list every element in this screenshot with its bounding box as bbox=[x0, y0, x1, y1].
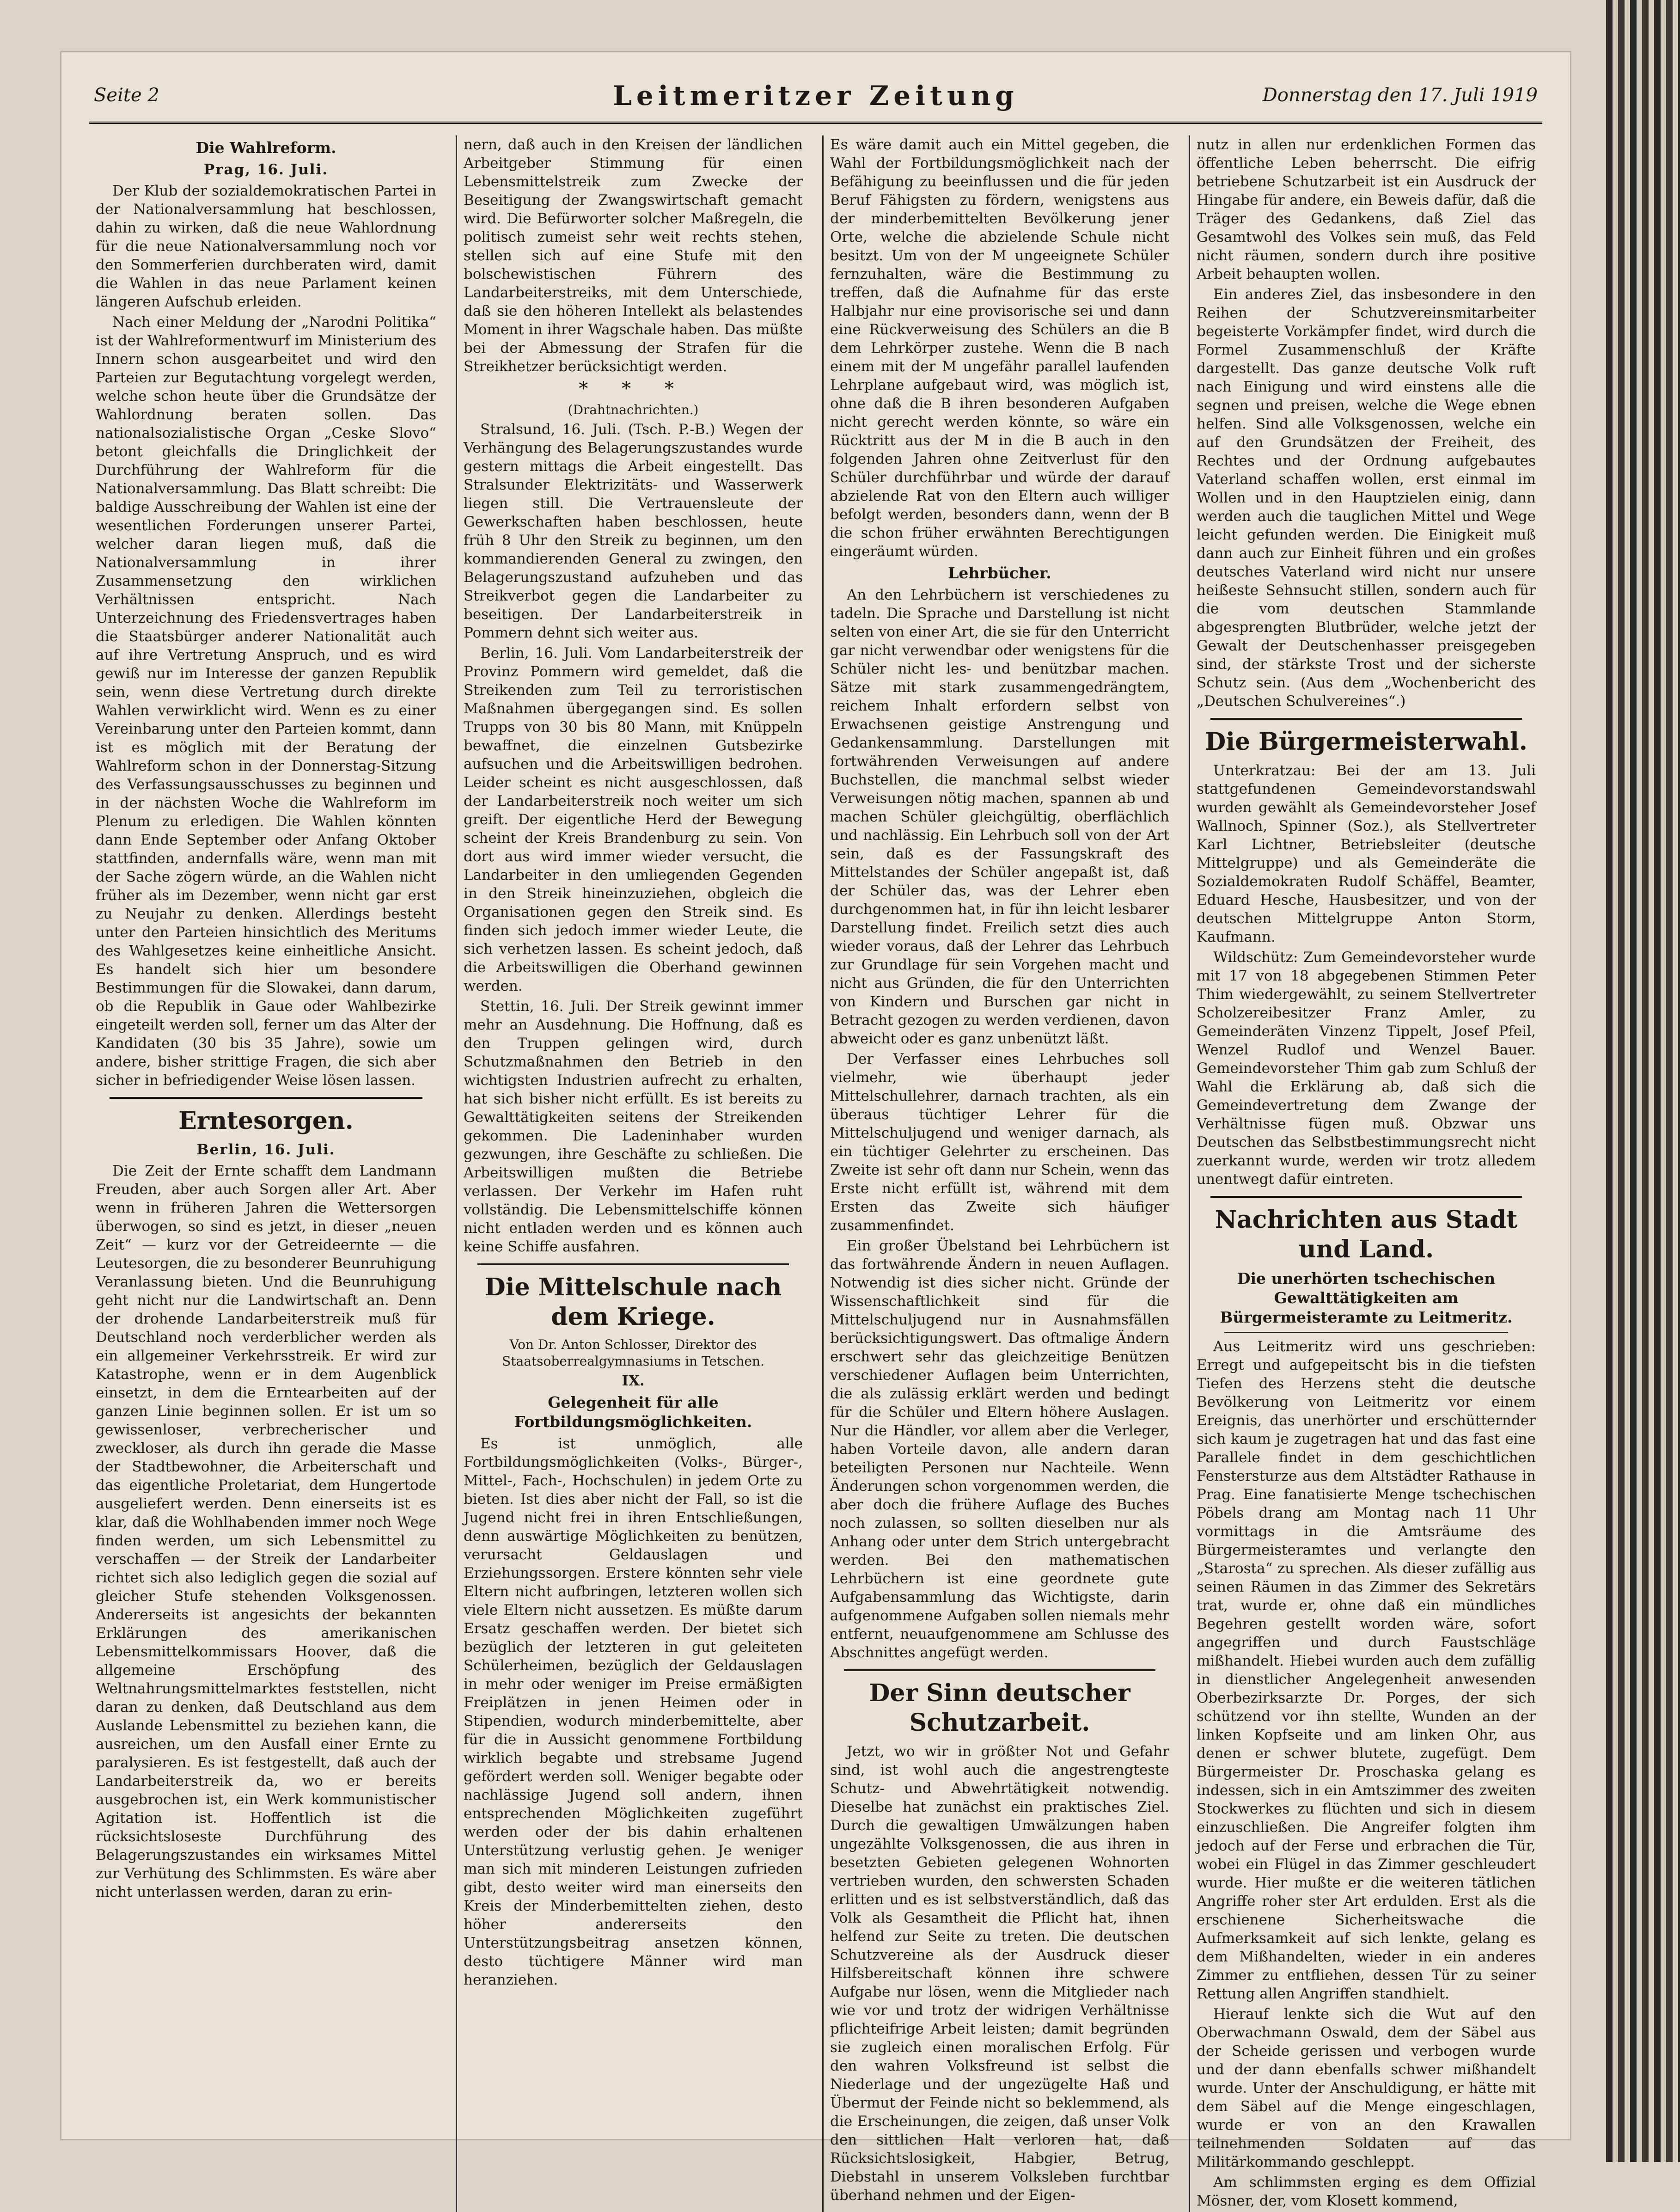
divider bbox=[477, 1263, 789, 1265]
divider bbox=[1210, 1196, 1522, 1198]
column-3 bbox=[822, 135, 1176, 2212]
masthead bbox=[89, 71, 1542, 124]
page-edge-scan bbox=[1606, 0, 1680, 2162]
paragraph: Es ist unmöglich, alle Fortbildungsmöglichkeiten (Volks-, Bürger-, Mittel-, Fach-, Hochschulen) in jedem Orte zu bieten. Ist dies aber nicht der Fall, so ist die Jugend nicht frei in ihren Entschließungen, denn auswärtige Möglichkeiten zu benützen, verursacht Geldauslagen und Erziehungssorgen. Erstere könnten sehr viele Eltern nicht aufbringen, letzteren wollen sich viele Eltern nicht aussetzen. Es müßte darum Ersatz geschaffen werden. Der bietet sich bezüglich der letzteren in gut geleiteten Schülerheimen, bezüglich der Geldauslagen in mehr oder weniger im Preise ermäßigten Freiplätzen in jenen Heimen oder in Stipendien, wodurch minderbemittelte, aber für die in Aussicht genommene Fortbildung wirklich begabte und strebsame Jugend gefördert werden soll. Weniger begabte oder nachlässige Jugend soll andern, ihnen entsprechenden Möglichkeiten zugeführt werden oder der bis dahin erhaltenen Unterstützung verlustig gehen. Je weniger man sich mit minderen Leistungen zufrieden gibt, desto weiter wird man einerseits den Kreis der Minderbemittelten ziehen, desto höher andererseits den Unterstützungsbeitrag ansetzen können, desto tüchtigere Männer wird man heranziehen. bbox=[464, 1435, 803, 1988]
paragraph: Wildschütz: Zum Gemeindevorsteher wurde mit 17 von 18 abgegebenen Stimmen Peter Thim wiedergewählt, zu seinem Stellvertreter Scholzereibesitzer Franz Amler, zu Gemeinderäten Vinzenz Tippelt, Josef Pfeil, Wenzel Rudlof und Wenzel Bauer. Gemeindevorsteher Thim gab zum Schluß der Wahl die Erklärung ab, daß sich die Gemeindevertretung dem Zwange der Verhältnisse fügen muß. Obzwar uns Deutschen das Selbstbestimmungsrecht nicht zuerkannt wurde, werden wir trotz alledem unentwegt dafür eintreten. bbox=[1197, 949, 1536, 1188]
paragraph: nern, daß auch in den Kreisen der ländlichen Arbeitgeber Stimmung für einen Lebensmittelstreik zum Zwecke der Beseitigung der Zwangswirtschaft gemacht wird. Die Befürworter solcher Maßregeln, die politisch zumeist sehr weit rechts stehen, stellen sich auf eine Stufe mit den bolschewistischen Führern des Landarbeiterstreiks, mit dem Unterschiede, daß sie den höheren Intellekt als belastendes Moment in ihrer Wagschale haben. Das müßte bei der Abmessung der Strafen für die Streikhetzer berücksichtigt werden. bbox=[464, 136, 803, 375]
subheading: Gelegenheit für alle Fortbildungsmöglichkeiten. bbox=[514, 1393, 752, 1431]
paragraph: nutz in allen nur erdenklichen Formen das öffentliche Leben beherrscht. Die eifrig betriebene Schutzarbeit ist ein Ausdruck der Hingabe für andere, ein Beweis dafür, daß die Träger des Gedankens, daß Ziel das Gesamtwohl des Volkes sein muß, das Feld nicht räumen, sondern durch ihre positive Arbeit behaupten wollen. bbox=[1197, 136, 1536, 282]
article-heading-erntesorgen: Erntesorgen. bbox=[178, 1107, 354, 1135]
text-columns bbox=[89, 135, 1542, 2209]
article-heading-mittelschule: Die Mittelschule nach dem Kriege. bbox=[484, 1273, 782, 1331]
column-2 bbox=[456, 135, 809, 2212]
newspaper-page bbox=[60, 51, 1571, 2209]
paragraph: Stettin, 16. Juli. Der Streik gewinnt immer mehr an Ausdehnung. Die Hoffnung, daß es den Truppen gelingen wird, durch Schutzmaßnahmen den Betrieb in den wichtigsten Industrien aufrecht zu erhalten, hat sich bisher nicht erfüllt. Es ist bereits zu Gewalttätigkeiten seitens der Streikenden gekommen. Die Ladeninhaber wurden gezwungen, ihre Geschäfte zu schließen. Die Arbeitswilligen mußten die Betriebe verlassen. Der Verkehr im Hafen ruht vollständig. Die Lebensmittelschiffe können nicht entladen werden und es können auch keine Schiffe ausfahren. bbox=[464, 998, 803, 1255]
paragraph: Hierauf lenkte sich die Wut auf den Oberwachmann Oswald, dem der Säbel aus der Scheide gerissen und verbogen wurde und der dann ebenfalls schwer mißhandelt wurde. Unter der Anschuldigung, er hätte mit dem Säbel auf die Menge eingeschlagen, wurde er von an den Krawallen teilnehmenden Soldaten auf das Militärkommando geschleppt. bbox=[1197, 2006, 1536, 2170]
dateline: Berlin, 16. Juli. bbox=[196, 1141, 336, 1158]
article-heading-schutzarbeit: Der Sinn deutscher Schutzarbeit. bbox=[869, 1679, 1130, 1737]
newspaper-title: Leitmeritzer Zeitung bbox=[613, 80, 1019, 111]
paragraph: Der Verfasser eines Lehrbuches soll vielmehr, wie überhaupt jeder Mittelschullehrer, darnach trachten, als ein überaus tüchtiger Lehrer für die Mittelschuljugend und weniger darnach, als ein tüchtiger Gelehrter zu erscheinen. Das Zweite ist sehr oft dann nur Schein, wenn das Erste nicht erfüllt ist, während mit dem Ersten das Zweite sich häufiger zusammenfindet. bbox=[830, 1051, 1169, 1234]
paragraph: An den Lehrbüchern ist verschiedenes zu tadeln. Die Sprache und Darstellung ist nicht selten von einer Art, die sie für den Unterricht gar nicht verwendbar oder wenigstens für die Schüler nicht les- und benützbar machen. Sätze mit stark zusammengedrängtem, reichem Inhalt erfordern selbst von Erwachsenen geistige Anstrengung und Gedankensammlung. Darstellungen mit fortwährenden Verweisungen auf andere Buchstellen, die manchmal selbst wieder Verweisungen nötig machen, spannen ab und machen Schüler gleichgültig, oberflächlich und nachlässig. Ein Lehrbuch soll von der Art sein, daß es der Fassungskraft des Mittelstandes der Schüler angepaßt ist, daß der Schüler das, was der Lehrer eben durchgenommen hat, in für ihn leicht lesbarer Darstellung findet. Freilich setzt dies auch wieder voraus, daß der Lehrer das Lehrbuch zur Grundlage für sein Vorgehen macht und nicht aus Gründen, die für den Unterrichten von Kindern und Burschen gar nicht in Betracht gezogen zu werden verdienen, davon abweicht oder es ganz unbenützt läßt. bbox=[830, 587, 1169, 1047]
part-number: IX. bbox=[622, 1373, 645, 1389]
paragraph: Stralsund, 16. Juli. (Tsch. P.-B.) Wegen der Verhängung des Belagerungszustandes wurde gestern mittags die Arbeit eingestellt. Das Stralsunder Elektrizitäts- und Wasserwerk liegen still. Die Vertrauensleute der Gewerkschaften haben beschlossen, heute früh 8 Uhr den Streik zu beginnen, um den kommandierenden General zu zwingen, den Belagerungszustand aufzuheben und das Streikverbot gegen die Landarbeiter zu beseitigen. Der Landarbeiterstreik in Pommern dehnt sich weiter aus. bbox=[464, 421, 803, 641]
article-heading-buergermeisterwahl: Die Bürgermeisterwahl. bbox=[1205, 728, 1527, 756]
divider bbox=[844, 1669, 1155, 1671]
dateline: Prag, 16. Juli. bbox=[203, 161, 329, 178]
paragraph: Nach einer Meldung der „Narodni Politika“ ist der Wahlreformentwurf im Ministerium des Innern schon ausgearbeitet und wird den Parteien zur Begutachtung vorgelegt werden, welche schon heute über die Grundsätze der Wahlordnung beraten sollen. Das nationalsozialistische Organ „Ceske Slovo“ betont gleichfalls die Dringlichkeit der Durchführung der Wahlreform für die Nationalversammlung. Das Blatt schreibt: Die baldige Ausschreibung der Wahlen ist eine der wesentlichen Forderungen unserer Partei, welcher daran liegen muß, daß die Nationalversammlung in ihrer Zusammensetzung den wirklichen Verhältnissen entspricht. Nach Unterzeichnung des Friedensvertrages haben die Staatsbürger anderer Nationalität auch auf ihre Vertretung Anspruch, und es wird gewiß nur im Interesse der ganzen Republik sein, wenn diese Vertretung durch direkte Wahlen verwirklicht wird. Wenn es zu einer Vereinbarung unter den Parteien kommt, dann ist es möglich mit der Beratung der Wahlreform schon in der Donnerstag-Sitzung des Verfassungsausschusses zu beginnen und in der nächsten Woche die Wahlreform im Plenum zu erledigen. Die Wahlen könnten dann Ende September oder Anfang Oktober stattfinden, andernfalls wäre, wenn man mit der Sache zögern würde, an die Wahlen nicht früher als im Dezember, wenn nicht gar erst zu Neujahr zu denken. Allerdings besteht unter den Parteien hinsichtlich des Meritums des Wahlgesetzes keine einheitliche Ansicht. Es handelt sich hier um besondere Bestimmungen für die Slowakei, dann darum, ob die Republik in Gaue oder Wahlbezirke eingeteilt werden soll, ferner um das Alter der Kandidaten (30 bis 35 Jahre), sowie um andere, bisher strittige Fragen, die sich aber sicher in befriedigender Weise lösen lassen. bbox=[96, 314, 436, 1089]
paragraph: Am schlimmsten erging es dem Offizial Mösner, der, vom Klosett kommend, bbox=[1197, 2174, 1536, 2209]
article-heading-wahlreform: Die Wahlreform. bbox=[195, 139, 336, 157]
column-1 bbox=[89, 135, 443, 2212]
paragraph: Ein anderes Ziel, das insbesondere in den Reihen der Schutzvereinsmitarbeiter begeisterte Vorkämpfer findet, wird durch die Formel Zusammenschluß der Kräfte dargestellt. Das ganze deutsche Volk ruft nach Einigung und wird einstens alle die segnen und preisen, welche die Wege ebnen helfen. Sind alle Volksgenossen, welche ein auf den Grundsätzen der Freiheit, des Rechtes und der Ordnung aufgebautes Vaterland schaffen wollen, erst einmal im Wollen und in den Hauptzielen einig, dann werden auch die tauglichen Mittel und Wege leicht gefunden werden. Die Einigkeit muß dann auch zur Einheit führen und ein großes deutsches Vaterland wird nicht nur unsere heißeste Sehnsucht stillen, sondern auch für die vom deutschen Stammlande abgesprengten Blutbrüder, welche jetzt der Gewalt der Deutschenhasser preisgegeben sind, der stärkste Trost und der sicherste Schutz sein. (Aus dem „Wochenbericht des „Deutschen Schulvereines“.) bbox=[1197, 286, 1536, 710]
paragraph: Berlin, 16. Juli. Vom Landarbeiterstreik der Provinz Pommern wird gemeldet, daß die Streikenden zum Teil zu terroristischen Maßnahmen übergegangen sind. Es sollen Trupps von 30 bis 80 Mann, mit Knüppeln bewaffnet, die einzelnen Gutsbezirke aufsuchen und die Arbeitswilligen bedrohen. Leider scheint es nicht ausgeschlossen, daß der Landarbeiterstreik noch weiter um sich greift. Der eigentliche Herd der Bewegung scheint der Kreis Brandenburg zu sein. Von dort aus wird immer wieder versucht, die Landarbeiter in den umliegenden Gegenden in den Streik hineinzuziehen, obgleich die Organisationen gegen den Streik sind. Es finden sich jedoch immer wieder Leute, die sich verhetzen lassen. Es scheint jedoch, daß die Arbeitswilligen die Oberhand gewinnen werden. bbox=[464, 645, 803, 994]
divider bbox=[1210, 718, 1522, 720]
paragraph: Jetzt, wo wir in größter Not und Gefahr sind, ist wohl auch die angestrengteste Schutz- und Abwehrtätigkeit notwendig. Dieselbe hat zunächst ein praktisches Ziel. Durch die gewaltigen Umwälzungen haben ungezählte Volksgenossen, die aus ihren in besetzten Gebieten gelegenen Wohnorten vertrieben wurden, den schwersten Schaden erlitten und es ist selbstverständlich, daß das Volk als Gesamtheit die Pflicht hat, ihnen helfend zur Seite zu treten. Die deutschen Schutzvereine als der Ausdruck dieser Hilfsbereitschaft können ihre schwere Aufgabe nur lösen, wenn die Mitglieder nach wie vor und trotz der widrigen Verhältnisse pflichteifrige Arbeit leisten; damit begründen sie zugleich einen moralischen Erfolg. Für den wahren Volksfreund ist selbst die Niederlage und der ungezügelte Haß und Übermut der Feinde nicht so beklemmend, als die Erscheinungen, die zeigen, daß unser Volk den sittlichen Halt verloren hat, daß Rücksichtslosigkeit, Habgier, Betrug, Diebstahl in unserem Volksleben furchtbar überhand nehmen und der Eigen- bbox=[830, 1743, 1169, 2204]
subheading-lehrbuecher: Lehrbücher. bbox=[948, 564, 1051, 582]
paragraph: Aus Leitmeritz wird uns geschrieben: Erregt und aufgepeitscht bis in die tiefsten Tiefen des Herzens steht die deutsche Bevölkerung von Leitmeritz vor einem Ereignis, das unerhörter und erschütternder sich kaum je zugetragen hat und das fast eine Parallele findet in dem geschichtlichen Fenstersturze aus dem Altstädter Rathause in Prag. Eine fanatisierte Menge tschechischen Pöbels drang am Montag nach 11 Uhr vormittags in die Amtsräume des Bürgermeisteramtes und verlangte den „Starosta“ zu sprechen. Als dieser zufällig aus seinen Räumen in das Zimmer des Sekretärs trat, wurde er, ohne daß ein mündliches Begehren gestellt worden wäre, sofort angegriffen und durch Faustschläge mißhandelt. Hiebei wurden auch dem zufällig in dienstlicher Angelegenheit anwesenden Oberbezirksarzte Dr. Porges, der sich schützend vor ihn stellte, Wunden an der linken Kopfseite und am linken Ohr, aus denen er schwer blutete, zugefügt. Dem Bürgermeister Dr. Proschaska gelang es indessen, sich in ein Amtszimmer des zweiten Stockwerkes zu flüchten und sich in diesem einzuschließen. Die Angreifer folgten ihm jedoch auf der Ferse und erbrachen die Tür, wobei ein Flügel in das Zimmer geschleudert wurde. Hier mußte er die weiteren tätlichen Angriffe roher ster Art erdulden. Erst als die erschienene Sicherheitswache die Aufmerksamkeit auf sich lenkte, gelang es dem Mißhandelten, wieder in ein anderes Zimmer zu entfliehen, dessen Tür zu seiner Rettung allen Angriffen standhielt. bbox=[1197, 1338, 1536, 2002]
section-heading-nachrichten: Nachrichten aus Stadt und Land. bbox=[1215, 1206, 1518, 1263]
paragraph: Die Zeit der Ernte schafft dem Landmann Freuden, aber auch Sorgen aller Art. Aber wenn in früheren Jahren die Wettersorgen überwogen, so sind es jetzt, in dieser „neuen Zeit“ — kurz vor der Getreideernte — die Leutesorgen, die zu besonderer Beunruhigung Veranlassung bieten. Und die Beunruhigung geht nicht nur die Landwirtschaft an. Denn der drohende Landarbeiterstreik muß für Deutschland noch verderblicher werden als ein allgemeiner Verkehrsstreik. Er wird zur Katastrophe, wenn er in dem Augenblick einsetzt, in dem die Erntearbeiten auf der ganzen Linie beginnen sollen. Er ist um so gewissenloser, verbrecherischer und zweckloser, als durch ihn gerade die Masse der Stadtbewohner, die Arbeiterschaft und das eigentliche Proletariat, dem Hungertode ausgeliefert werden. Denn einerseits ist es klar, daß die Wohlhabenden immer noch Wege finden werden, um sich Lebensmittel zu verschaffen — der Streik der Landarbeiter richtet sich also lediglich gegen die sozial auf gleicher Stufe stehenden Volksgenossen. Andererseits ist angesichts der bekannten Erklärungen des amerikanischen Lebensmittelkommissars Hoover, daß die allgemeine Erschöpfung des Weltnahrungsmittelmarktes feststellen, nicht daran zu denken, daß Deutschland aus dem Auslande Lebensmittel zu beziehen kann, die ausreichen, um den Ausfall einer Ernte zu paralysieren. Es ist festgestellt, daß auch der Landarbeiterstreik da, wo er bereits ausgebrochen ist, ein Werk kommunistischer Agitation ist. Hoffentlich ist die rücksichtsloseste Durchführung des Belagerungszustandes ein wirksames Mittel zur Verhütung des Schlimmsten. Es wäre aber nicht unterlassen werden, daran zu erin- bbox=[96, 1163, 436, 1900]
paragraph: Unterkratzau: Bei der am 13. Juli stattgefundenen Gemeindevorstandswahl wurden gewählt als Gemeindevorsteher Josef Wallnoch, Spinner (Soz.), als Stellvertreter Karl Lichtner, Betriebsleiter (deutsche Mittelgruppe) und als Gemeinderäte die Sozialdemokraten Rudolf Schäffel, Beamter, Eduard Hesche, Hausbesitzer, und von der deutschen Mittelgruppe Anton Storm, Kaufmann. bbox=[1197, 762, 1536, 945]
byline: Von Dr. Anton Schlosser, Direktor des Staatsoberrealgymnasiums in Tetschen. bbox=[502, 1337, 764, 1369]
wire-note: (Drahtnachrichten.) bbox=[568, 402, 699, 417]
subheading-gewalttaetigkeiten: Die unerhörten tschechischen Gewalttätigkeiten am Bürgermeisteramte zu Leitmeritz. bbox=[1220, 1269, 1513, 1326]
divider bbox=[1224, 1332, 1508, 1333]
issue-date: Donnerstag den 17. Juli 1919 bbox=[1262, 85, 1538, 106]
paragraph: Es wäre damit auch ein Mittel gegeben, die Wahl der Fortbildungsmöglichkeit nach der Befähigung zu beeinflussen und die für jeden Beruf Fähigsten zu fördern, wenigstens aus der minderbemittelten Bevölkerung jener Orte, welche die abzielende Schule nicht besitzt. Um von der M ungeeignete Schüler fernzuhalten, wäre die Bestimmung zu treffen, daß die Aufnahme für das erste Halbjahr nur eine provisorische sei und dann eine Rückverweisung des Schülers an die B dem Lehrkörper zustehe. Wenn die B nach einem mit der M ungefähr parallel laufenden Lehrplane aufgebaut wird, was möglich ist, ohne daß die B ihren besonderen Aufgaben nicht gerecht werden könnte, so wäre ein Rücktritt aus der M in die B auch in den folgenden Jahren ohne Zeitverlust für den Schüler durchführbar und würde der darauf abzielende Rat von den Eltern auch williger befolgt werden, besonders dann, wenn der B die schon früher erwähnten Berechtigungen eingeräumt würden. bbox=[830, 136, 1169, 560]
column-4 bbox=[1189, 135, 1542, 2212]
paragraph: Der Klub der sozialdemokratischen Partei in der Nationalversammlung hat beschlossen, dahin zu wirken, daß die neue Wahlordnung für die neue Nationalversammlung noch vor den Sommerferien durchberaten wird, damit die Wahlen in das neue Parlament keinen längeren Aufschub erleiden. bbox=[96, 183, 436, 310]
paragraph: Ein großer Übelstand bei Lehrbüchern ist das fortwährende Ändern in neuen Auflagen. Notwendig ist dies sicher nicht. Gründe der Wissenschaftlichkeit sind für die Mittelschuljugend nur in Ausnahmsfällen berücksichtigungswert. Das oftmalige Ändern erschwert sehr das gleichzeitige Benützen verschiedener Auflagen beim Unterrichten, die als zulässig erklärt werden und bedingt für die Schüler und Eltern höhere Auslagen. Nur die Händler, vor allem aber die Verleger, haben Vorteile davon, alle andern daran beteiligten Personen nur Nachteile. Wenn Änderungen schon vorgenommen werden, die aber doch die frühere Auflage des Buches noch zulassen, so sollten dieselben nur als Anhang oder unter dem Strich untergebracht werden. Bei den mathematischen Lehrbüchern ist eine geordnete gute Aufgabensammlung das Wichtigste, darin aufgenommene Aufgaben sollen niemals mehr entfernt, neuaufgenommene am Schlusse des Abschnittes angefügt werden. bbox=[830, 1238, 1169, 1661]
divider bbox=[110, 1097, 422, 1099]
page-number: Seite 2 bbox=[94, 85, 159, 106]
section-stars: * * * bbox=[579, 378, 688, 399]
